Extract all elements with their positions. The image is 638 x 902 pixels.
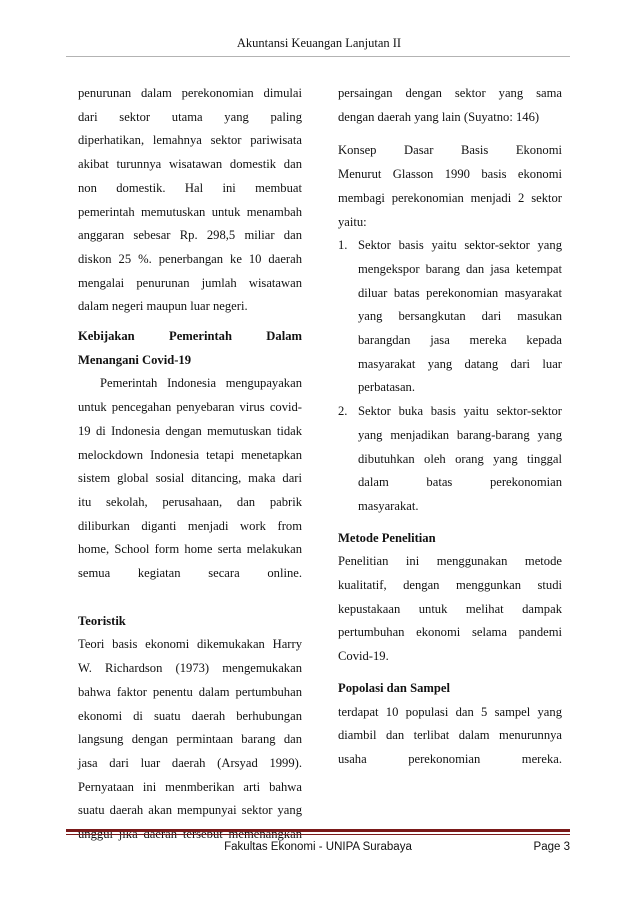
text-line: non domestik. Hal ini membuat	[78, 180, 302, 195]
text-line: Sektor basis yaitu sektor-sektor yang	[358, 238, 562, 253]
footer-institution: Fakultas Ekonomi - UNIPA Surabaya	[224, 841, 412, 853]
heading-line: Kebijakan Pemerintah Dalam	[78, 329, 302, 344]
text-line: kualitatif, dengan menggunkan studi	[338, 578, 562, 593]
text-line: dalam batas perekonomian	[358, 475, 562, 490]
list-marker: 1.	[338, 238, 348, 253]
text-line: diskon 25 %. penerbangan ke 10 daerah	[78, 251, 302, 266]
heading-line: Menangani Covid-19	[78, 352, 192, 367]
page-number: Page 3	[533, 841, 570, 853]
text-line: kepustakaan untuk melihat dampak	[338, 601, 562, 616]
paragraph-metode	[338, 550, 562, 669]
text-line: yang bersangkutan dari masukan	[358, 309, 562, 324]
text-line: pemerintah memutuskan untuk menambah	[78, 204, 302, 219]
text-line: home, School form home serta melakukan	[78, 542, 302, 557]
footer-rule-thick	[66, 829, 570, 832]
sector-list	[338, 234, 562, 518]
paragraph-populasi	[338, 701, 562, 772]
paragraph-konsep	[338, 139, 562, 234]
text-line: ekonomi di suatu daerah berhubungan	[78, 708, 302, 723]
text-line: dalam negeri maupun luar negeri.	[78, 299, 248, 314]
text-line: Pernyataan ini menmberikan arti bahwa	[78, 779, 302, 794]
section-heading-teoristik: Teoristik	[78, 613, 126, 628]
paragraph-teori	[78, 633, 302, 846]
text-line: jasa dari luar daerah (Arsyad 1999).	[78, 755, 302, 770]
text-line: 19 di Indonesia dengan memutuskan tidak	[78, 423, 302, 438]
left-column	[78, 82, 302, 847]
text-line: dibutuhkan oleh orang yang tinggal	[358, 451, 562, 466]
text-line: barangdan jasa mereka kepada	[358, 333, 562, 348]
text-line: W. Richardson (1973) mengemukakan	[78, 661, 302, 676]
text-line: masyarakat.	[358, 498, 419, 513]
text-line: penurunan dalam perekonomian dimulai	[78, 86, 302, 100]
text-line: diambil dan terlibat dalam menurunnya	[338, 728, 562, 743]
text-line: Konsep Dasar Basis Ekonomi	[338, 143, 562, 158]
footer-rule-thin	[66, 834, 570, 835]
section-heading-populasi: Popolasi dan Sampel	[338, 680, 450, 695]
list-item	[338, 400, 562, 519]
text-line: yang menjadikan barang-barang yang	[358, 427, 562, 442]
paragraph-penurunan	[78, 82, 302, 319]
text-line: langsung dengan permintaan barang dan	[78, 732, 302, 747]
text-line: Menurut Glasson 1990 basis ekonomi	[338, 167, 562, 182]
text-line: Penelitian ini menggunakan metode	[338, 554, 562, 569]
text-line: diperhatikan, lemahnya sektor pariwisata	[78, 133, 302, 148]
text-line: Pemerintah Indonesia mengupayakan	[100, 376, 302, 391]
paragraph-pemerintah	[78, 372, 302, 585]
text-line: mengekspor barang dan jasa ketempat	[358, 261, 562, 276]
text-line: Covid-19.	[338, 649, 389, 664]
text-line: anggaran sebesar Rp. 298,5 miliar dan	[78, 228, 302, 243]
header-rule	[66, 56, 570, 57]
running-header: Akuntansi Keuangan Lanjutan II	[236, 36, 402, 50]
text-line: terdapat 10 populasi dan 5 sampel yang	[338, 704, 562, 719]
text-line: akibat turunnya wisatawan domestik dan	[78, 157, 302, 172]
text-line: pertumbuhan ekonomi selama pandemi	[338, 625, 562, 640]
text-line: diluar batas perekonomian masyarakat	[358, 285, 562, 300]
page-footer	[66, 841, 570, 857]
text-line: Sektor buka basis yaitu sektor-sektor	[358, 404, 562, 419]
text-line: dari sektor utama yang paling	[78, 109, 302, 124]
text-line: persaingan dengan sektor yang sama	[338, 86, 562, 100]
text-line: bahwa faktor penentu dalam pertumbuhan	[78, 684, 302, 699]
text-line: dengan daerah yang lain (Suyatno: 146)	[338, 109, 540, 124]
section-heading-metode: Metode Penelitian	[338, 530, 436, 545]
text-line: melockdown Indonesia tetapi menetapkan	[78, 447, 302, 462]
paragraph-persaingan	[338, 82, 562, 129]
right-column	[338, 82, 562, 772]
list-marker: 2.	[338, 404, 348, 419]
text-line: semua kegiatan secara online.	[78, 566, 302, 581]
text-line: membagi perekonomian menjadi 2 sektor	[338, 190, 562, 205]
text-line: untuk pencegahan penyebaran virus covid-	[78, 400, 302, 415]
text-line: masyarakat yang datang dari luar	[358, 356, 562, 371]
text-line: yaitu:	[338, 214, 367, 229]
text-line: sistem global sosial ditancing, maka dari	[78, 471, 302, 486]
list-item	[338, 234, 562, 400]
text-line: itu sekolah, perusahaan, dan pabrik	[78, 494, 302, 509]
text-line: unggul jika daerah tersebut memenangkan	[78, 827, 302, 842]
text-line: suatu daerah akan mempunyai sektor yang	[78, 803, 302, 818]
text-line: Teori basis ekonomi dikemukakan Harry	[78, 637, 302, 652]
text-line: usaha perekonomian mereka.	[338, 751, 562, 766]
text-line: perbatasan.	[358, 380, 415, 395]
text-line: diliburkan diganti menjadi work from	[78, 518, 302, 533]
section-heading-kebijakan	[78, 325, 302, 372]
text-line: mengalai penurunan jumlah wisatawan	[78, 275, 302, 290]
